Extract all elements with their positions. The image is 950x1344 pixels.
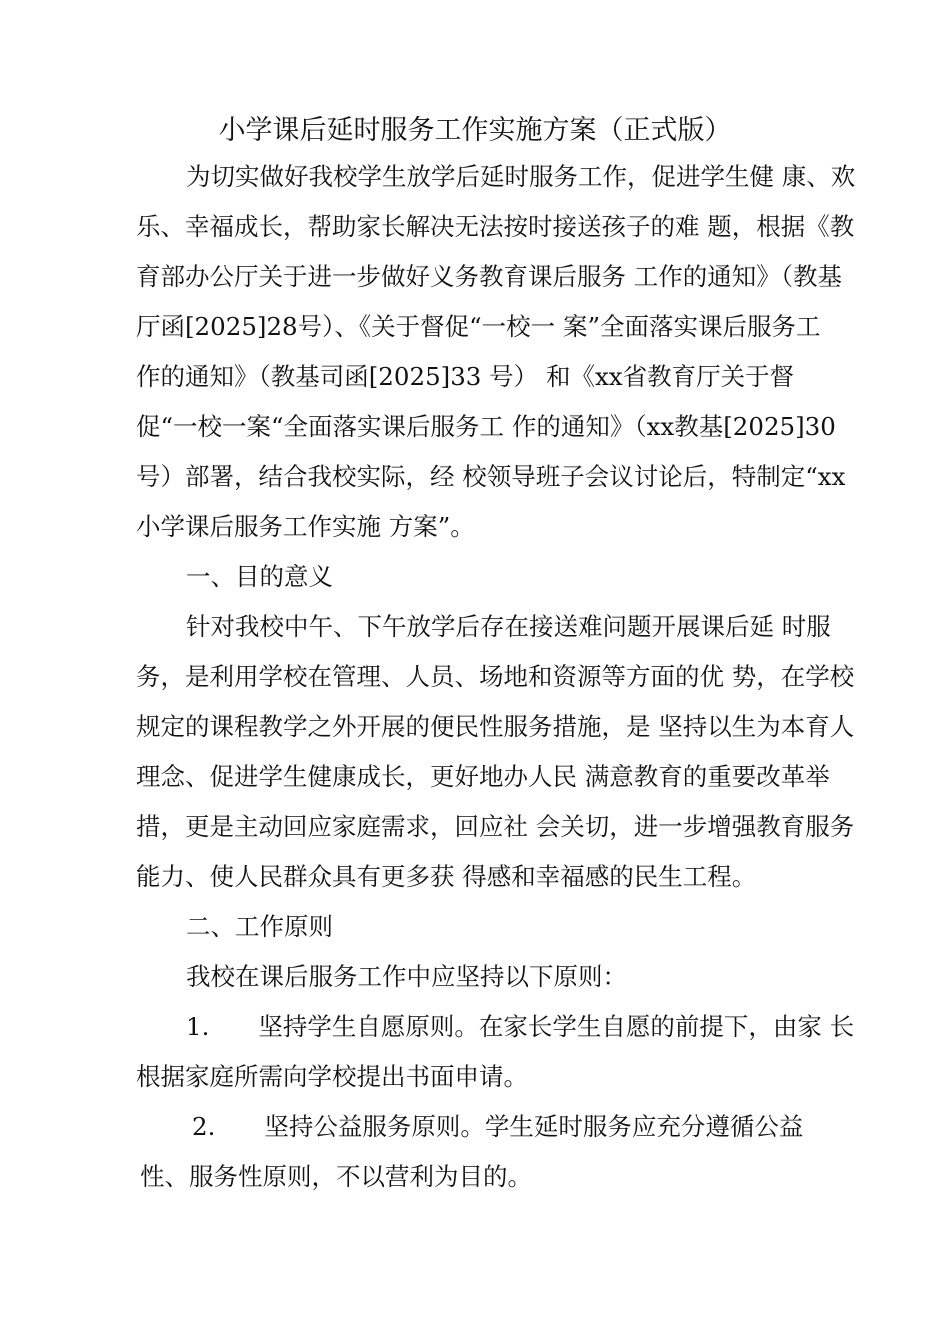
paragraph-line: 理念、促进学生健康成长，更好地办人民 满意教育的重要改革举	[136, 762, 830, 791]
paragraph-line: 厅函[2025]28号）、《关于督促“一校一 案”全面落实课后服务工	[136, 312, 821, 341]
paragraph-line: 作的通知》（教基司函[2025]33 号） 和《xx省教育厅关于督	[136, 362, 795, 391]
paragraph-line: 务，是利用学校在管理、人员、场地和资源等方面的优 势，在学校	[136, 662, 855, 691]
paragraph-line: 乐、幸福成长，帮助家长解决无法按时接送孩子的难 题，根据《教	[136, 212, 855, 241]
section-heading: 一、目的意义	[186, 562, 333, 591]
paragraph-line: 小学课后服务工作实施 方案”。	[136, 512, 475, 541]
paragraph-line: 规定的课程教学之外开展的便民性服务措施，是 坚持以生为本育人	[136, 712, 855, 741]
paragraph-line: 促“一校一案“全面落实课后服务工 作的通知》（xx教基[2025]30	[136, 412, 836, 441]
paragraph-line: 针对我校中午、下午放学后存在接送难问题开展课后延 时服	[186, 612, 831, 641]
paragraph-line: 育部办公厅关于进一步做好义务教育课后服务 工作的通知》（教基	[136, 262, 843, 291]
paragraph-line: 为切实做好我校学生放学后延时服务工作，促进学生健 康、欢	[186, 162, 856, 191]
paragraph-line: 能力、使人民群众具有更多获 得感和幸福感的民生工程。	[136, 862, 757, 891]
paragraph-line: 号）部署，结合我校实际，经 校领导班子会议讨论后，特制定“xx	[136, 462, 846, 491]
section-heading: 二、工作原则	[186, 912, 333, 941]
list-item-line: 根据家庭所需向学校提出书面申请。	[136, 1062, 528, 1091]
paragraph-line: 措，更是主动回应家庭需求，回应社 会关切，进一步增强教育服务	[136, 812, 855, 841]
list-item-line: 1. 坚持学生自愿原则。在家长学生自愿的前提下，由家 长	[186, 1012, 855, 1041]
list-item-line: 2. 坚持公益服务原则。学生延时服务应充分遵循公益	[192, 1112, 804, 1141]
paragraph-line: 我校在课后服务工作中应坚持以下原则：	[186, 962, 627, 991]
list-item-line: 性、服务性原则，不以营利为目的。	[140, 1162, 532, 1191]
document-title: 小学课后延时服务工作实施方案（正式版）	[218, 115, 732, 146]
